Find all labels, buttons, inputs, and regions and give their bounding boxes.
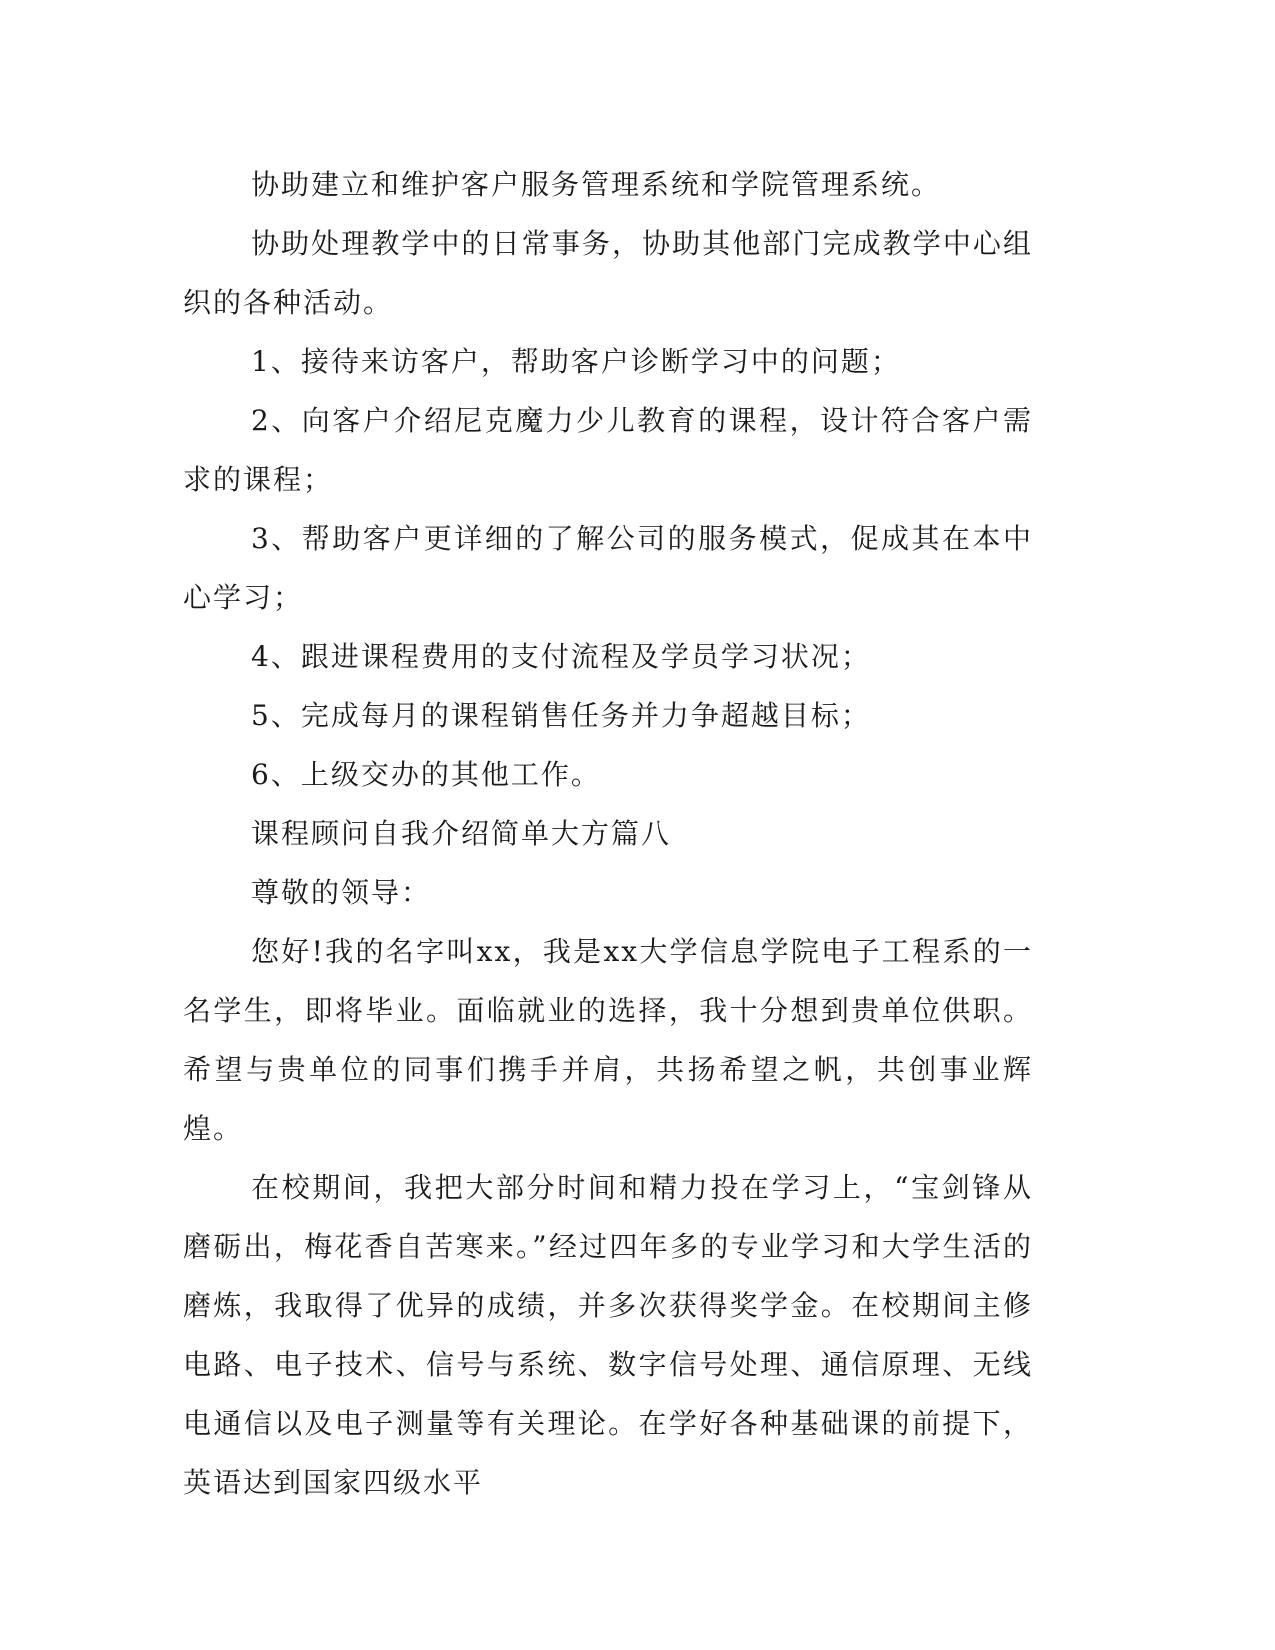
list-item: 4、跟进课程费用的支付流程及学员学习状况； bbox=[251, 640, 871, 673]
list-item: 3、帮助客户更详细的了解公司的服务模式，促成其在本中心学习； bbox=[183, 522, 1033, 614]
list-item: 6、上级交办的其他工作。 bbox=[251, 758, 601, 791]
document-body bbox=[183, 155, 1033, 1512]
paragraph: 协助建立和维护客户服务管理系统和学院管理系统。 bbox=[251, 168, 942, 201]
salutation: 尊敬的领导： bbox=[251, 876, 432, 909]
list-item: 1、接待来访客户，帮助客户诊断学习中的问题； bbox=[251, 345, 901, 378]
paragraph: 在校期间，我把大部分时间和精力投在学习上，“宝剑锋从磨砺出，梅花香自苦寒来。”经过四年多的专业学习和大学生活的磨炼，我取得了优异的成绩，并多次获得奖学金。在校期间主修电路、电子技术、信号与系统、数字信号处理、通信原理、无线电通信以及电子测量等有关理论。在学好各种基础课的前提下，英语达到国家四级水平 bbox=[183, 1171, 1033, 1499]
list-item: 5、完成每月的课程销售任务并力争超越目标； bbox=[251, 699, 871, 732]
paragraph: 协助处理教学中的日常事务，协助其他部门完成教学中心组织的各种活动。 bbox=[183, 227, 1033, 319]
paragraph: 您好!我的名字叫xx，我是xx大学信息学院电子工程系的一名学生，即将毕业。面临就业的选择，我十分想到贵单位供职。希望与贵单位的同事们携手并肩，共扬希望之帆，共创事业辉煌。 bbox=[183, 935, 1033, 1145]
section-heading: 课程顾问自我介绍简单大方篇八 bbox=[251, 817, 672, 850]
list-item: 2、向客户介绍尼克魔力少儿教育的课程，设计符合客户需求的课程； bbox=[183, 404, 1033, 496]
